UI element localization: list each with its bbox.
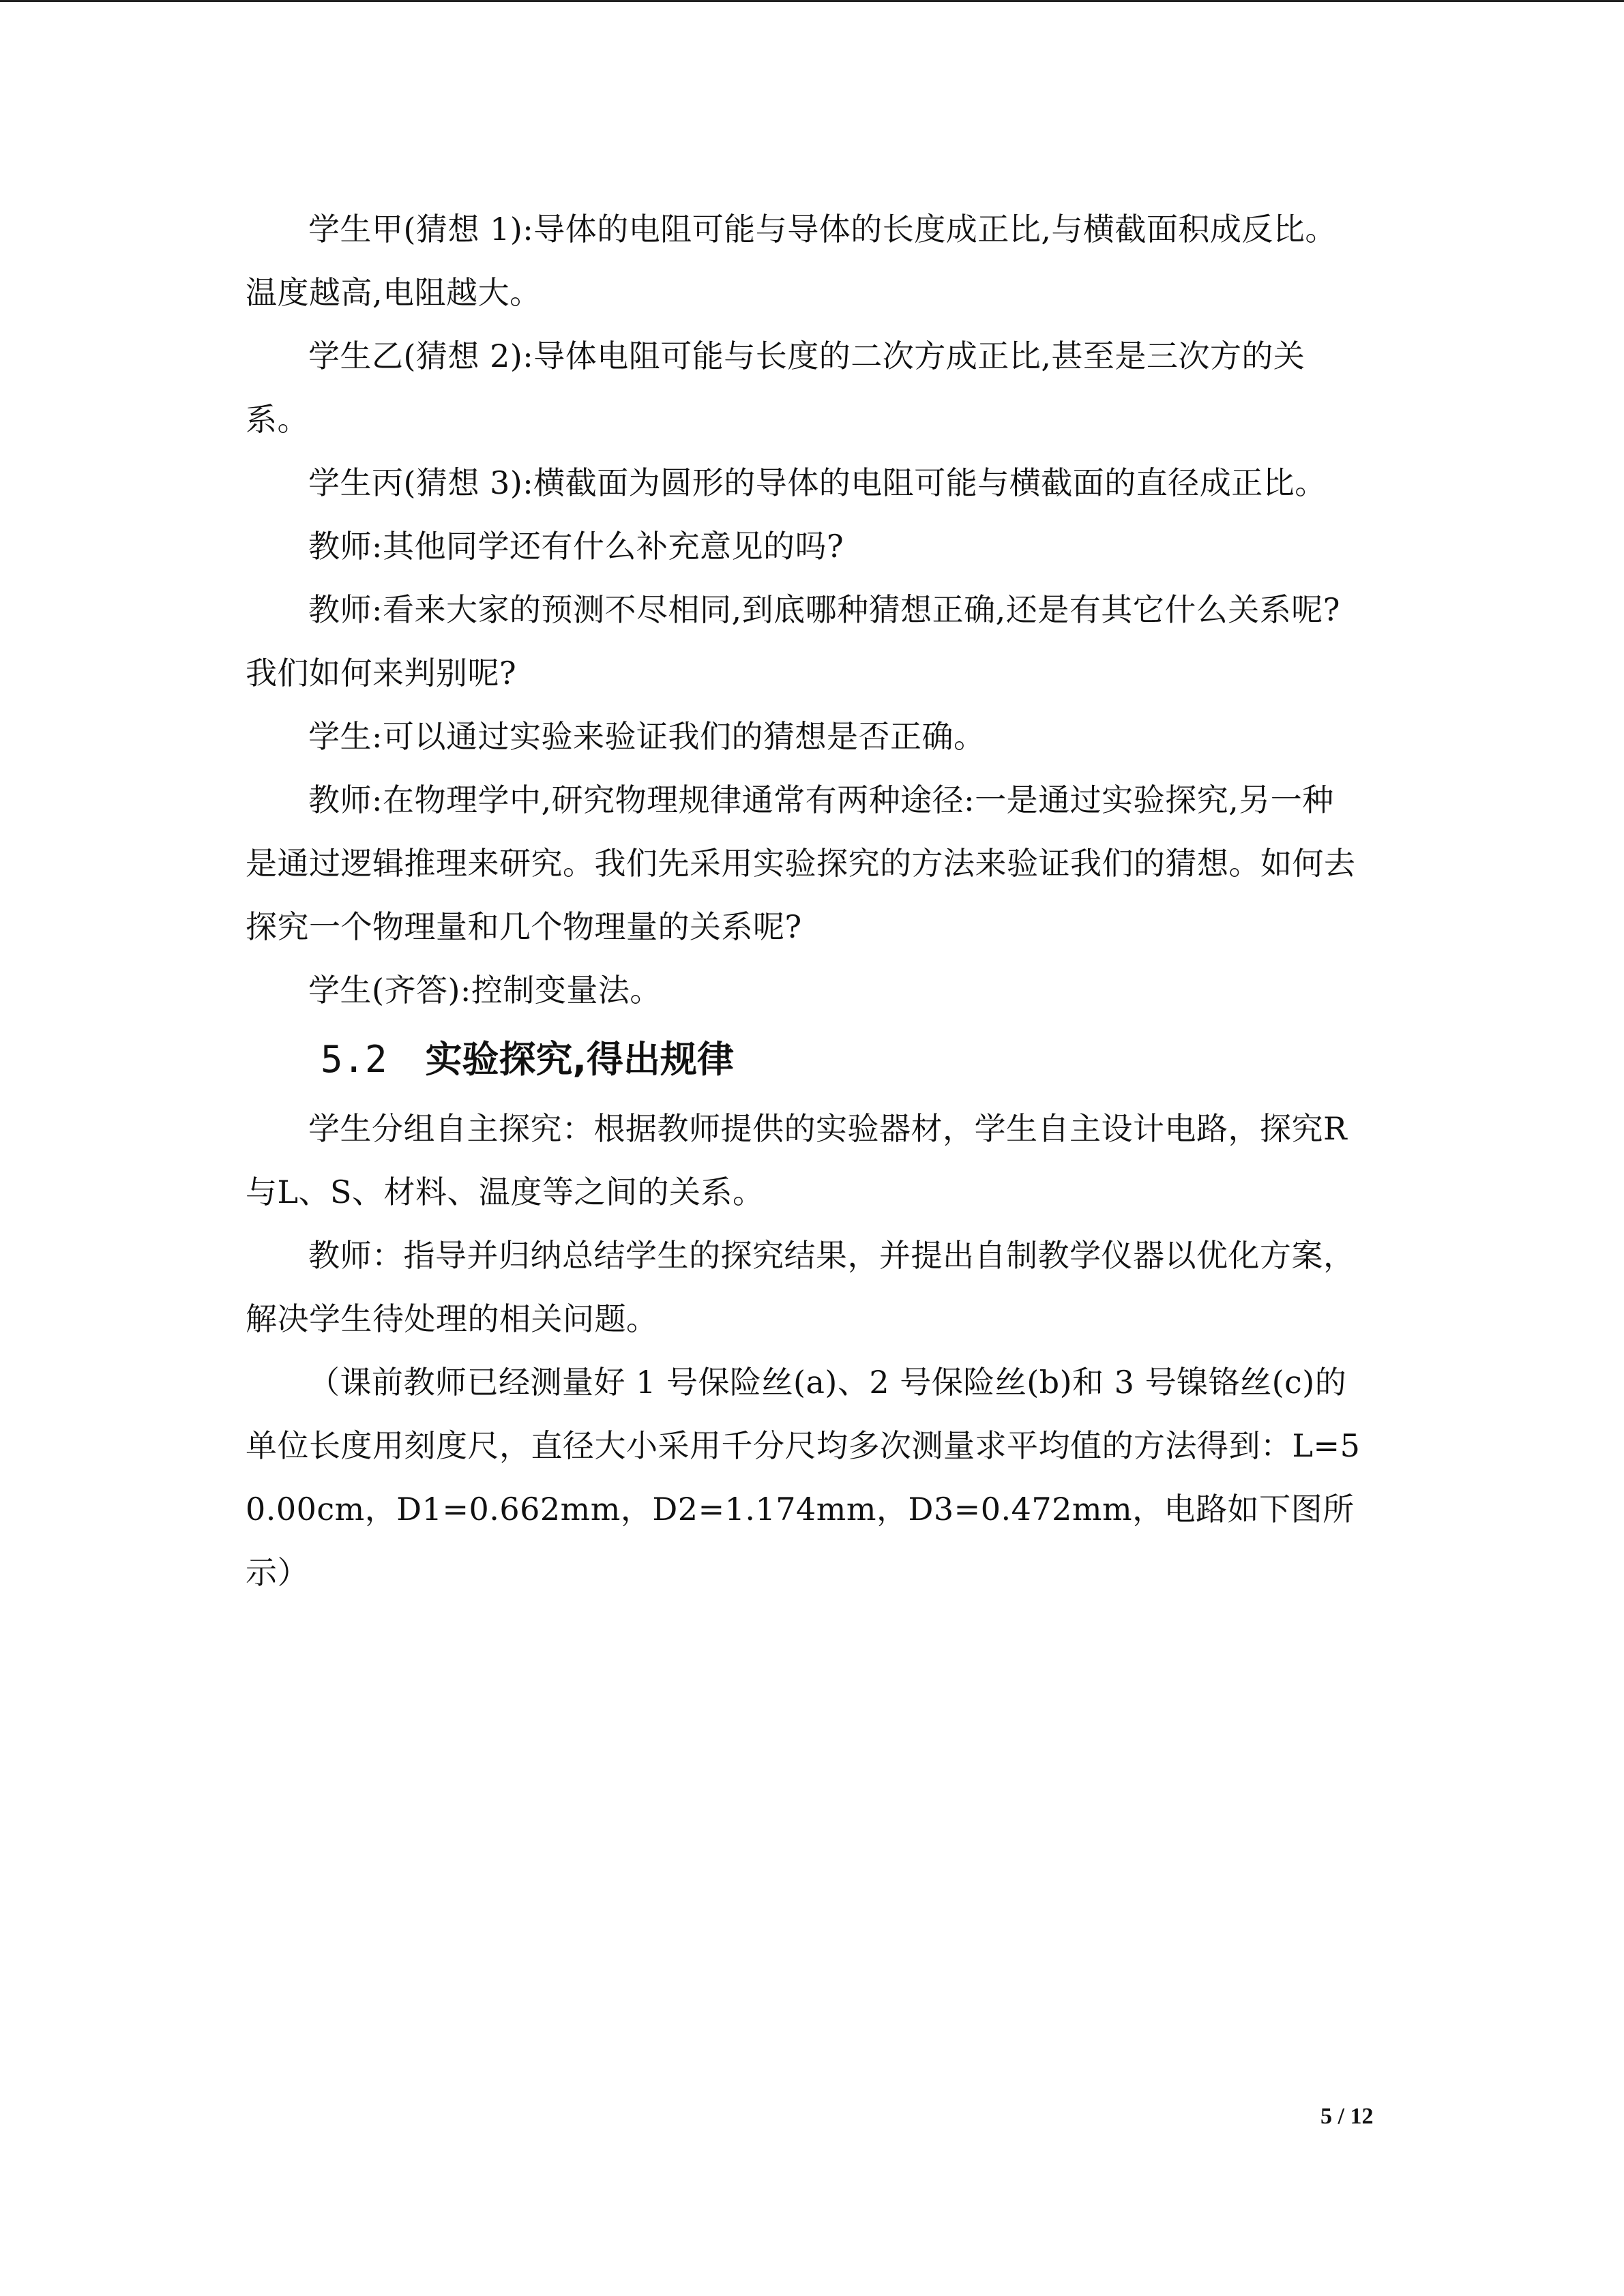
section-number: 5.2: [321, 1038, 387, 1081]
paragraph-student-chorus: 学生(齐答):控制变量法。: [308, 972, 662, 1009]
paragraph-measurement-note: （课前教师已经测量好 1 号保险丝(a)、2 号保险丝(b)和 3 号镍铬丝(c)的单位长度用刻度尺，直径大小采用千分尺均多次测量求平均值的方法得到：L=50.00cm，D1=0.662mm，D2=1.174mm，D3=0.472mm，电路如下图所示）: [246, 1364, 1361, 1591]
paragraph-teacher-prompt: 教师:看来大家的预测不尽相同,到底哪种猜想正确,还是有其它什么关系呢?我们如何来判别呢?: [246, 591, 1340, 691]
paragraph-teacher-guidance: 教师：指导并归纳总结学生的探究结果，并提出自制教学仪器以优化方案，解决学生待处理的相关问题。: [246, 1237, 1355, 1337]
section-heading: [246, 1022, 1364, 1097]
top-border-line: [0, 0, 1624, 2]
paragraph-teacher-question: 教师:其他同学还有什么补充意见的吗?: [308, 528, 844, 565]
paragraph-student-b: 学生乙(猜想 2):导体电阻可能与长度的二次方成正比,甚至是三次方的关系。: [246, 338, 1305, 438]
paragraph-student-a: 学生甲(猜想 1):导体的电阻可能与导体的长度成正比,与横截面积成反比。温度越高,电阻越大。: [246, 211, 1337, 311]
paragraph-student-answer: 学生:可以通过实验来验证我们的猜想是否正确。: [308, 718, 986, 755]
paragraph-group-inquiry: 学生分组自主探究：根据教师提供的实验器材，学生自主设计电路，探究R与L、S、材料、温度等之间的关系。: [246, 1110, 1348, 1210]
paragraph-teacher-method: 教师:在物理学中,研究物理规律通常有两种途径:一是通过实验探究,另一种是通过逻辑推理来研究。我们先采用实验探究的方法来验证我们的猜想。如何去探究一个物理量和几个物理量的关系呢?: [246, 781, 1356, 945]
section-title: 实验探究,得出规律: [425, 1038, 735, 1081]
paragraph-student-c: 学生丙(猜想 3):横截面为圆形的导体的电阻可能与横截面的直径成正比。: [308, 464, 1327, 501]
page-number: 5 / 12: [1320, 2104, 1374, 2129]
document-body: [246, 198, 1364, 1605]
